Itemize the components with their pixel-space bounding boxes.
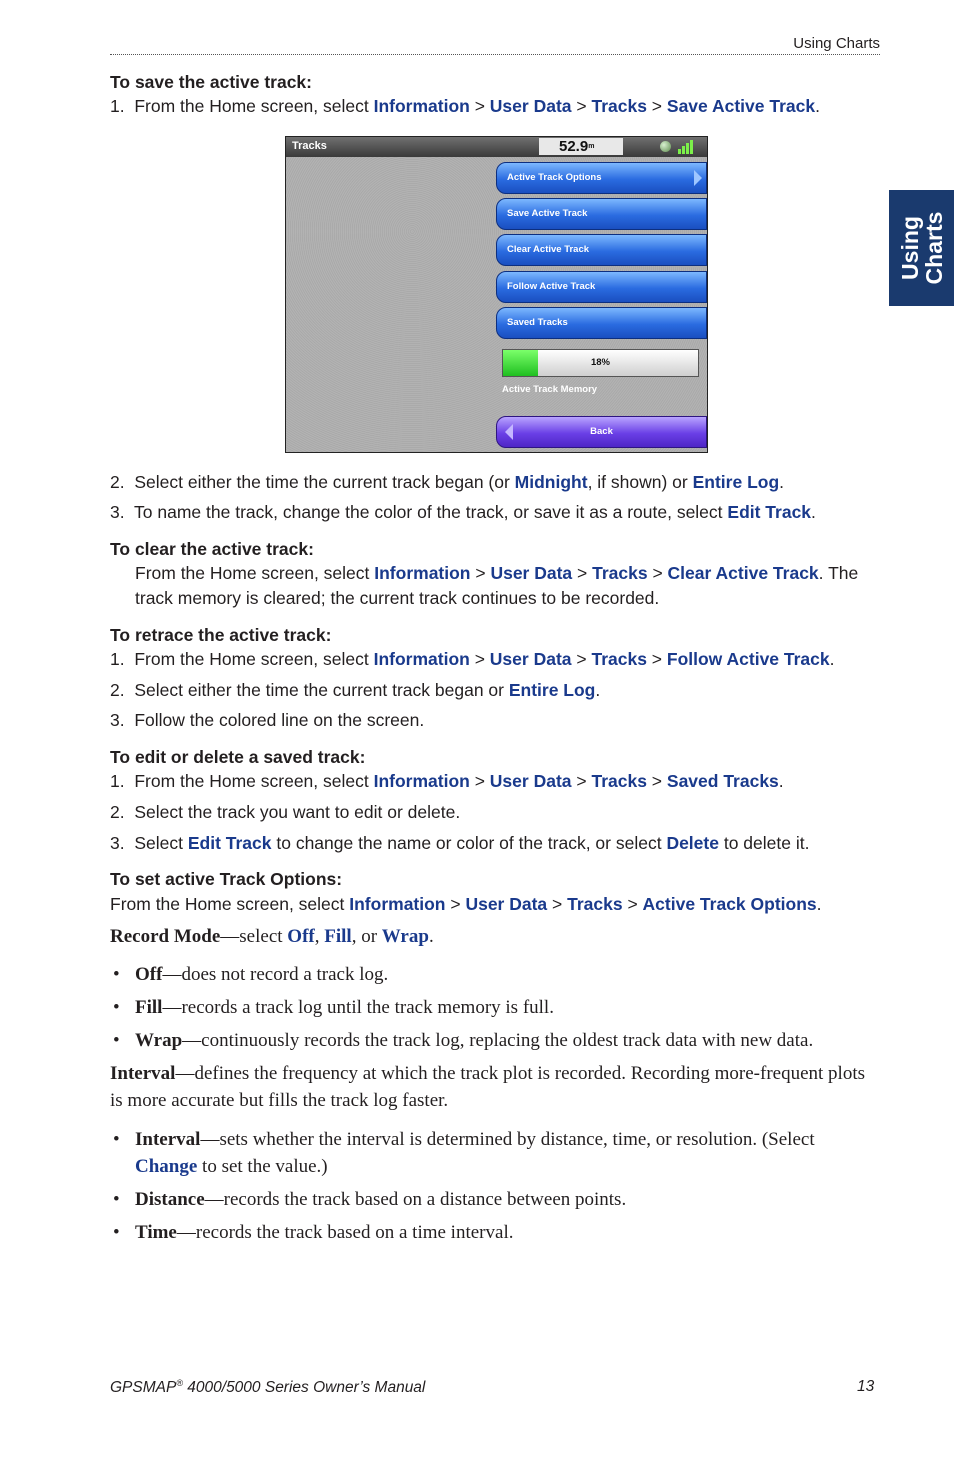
saved-tracks-button[interactable]: Saved Tracks [496, 307, 707, 339]
heading-retrace-track: To retrace the active track: [110, 625, 332, 645]
speed-readout: 52.9$^m$ [539, 138, 623, 155]
record-mode-line: Record Mode—select Off, Fill, or Wrap. [110, 926, 434, 947]
interval-line-2: is more accurate but fills the track log faster. [110, 1090, 449, 1111]
signal-strength-icon [678, 140, 700, 154]
screenshot-title-bar [286, 137, 707, 157]
header-divider [110, 54, 880, 55]
screenshot-title: Tracks [292, 140, 327, 152]
save-step-3: 3. To name the track, change the color of the track, or save it as a route, select Edit Track. [110, 502, 816, 522]
retrace-step-3: 3. Follow the colored line on the screen. [110, 710, 425, 730]
bullet-icon: • [113, 1189, 120, 1210]
clear-line-1: From the Home screen, select Information > User Data > Tracks > Clear Active Track. The [135, 563, 859, 583]
bullet-off: Off—does not record a track log. [135, 964, 389, 985]
bullet-interval-2: Change to set the value.) [135, 1156, 328, 1177]
bullet-time: Time—records the track based on a time interval. [135, 1222, 514, 1243]
clear-line-2: track memory is cleared; the current track continues to be recorded. [135, 588, 660, 608]
side-tab [889, 190, 954, 306]
running-head: Using Charts [793, 35, 880, 52]
bullet-icon: • [113, 1030, 120, 1051]
clear-active-track-button[interactable]: Clear Active Track [496, 234, 707, 266]
footer-manual-title: GPSMAP® 4000/5000 Series Owner’s Manual [110, 1378, 426, 1397]
bullet-fill: Fill—records a track log until the track memory is full. [135, 997, 554, 1018]
edit-step-1: 1. From the Home screen, select Information > User Data > Tracks > Saved Tracks. [110, 771, 784, 791]
active-track-options-button[interactable]: Active Track Options [496, 162, 707, 194]
heading-save-track: To save the active track: [110, 72, 312, 92]
heading-clear-track: To clear the active track: [110, 539, 314, 559]
bullet-interval-1: Interval—sets whether the interval is determined by distance, time, or resolution. (Select [135, 1129, 815, 1150]
bullet-icon: • [113, 964, 120, 985]
track-memory-bar [502, 349, 699, 377]
interval-line-1: Interval—defines the frequency at which the track plot is recorded. Recording more-frequent plots [110, 1063, 865, 1084]
bullet-distance: Distance—records the track based on a distance between points. [135, 1189, 627, 1210]
arrow-left-icon [505, 424, 513, 440]
device-screenshot [285, 136, 708, 453]
back-button[interactable]: Back [496, 416, 707, 448]
heading-edit-track: To edit or delete a saved track: [110, 747, 366, 767]
retrace-step-1: 1. From the Home screen, select Information > User Data > Tracks > Follow Active Track. [110, 649, 835, 669]
save-step-2: 2. Select either the time the current track began (or Midnight, if shown) or Entire Log. [110, 472, 785, 492]
track-memory-percent: 18% [590, 357, 610, 368]
bullet-icon: • [113, 1222, 120, 1243]
track-memory-label: Active Track Memory [502, 384, 598, 395]
save-step-1: 1. From the Home screen, select Information > User Data > Tracks > Save Active Track. [110, 96, 820, 116]
side-tab-line2: Charts [920, 211, 947, 285]
gps-status-icon [660, 141, 671, 152]
edit-step-3: 3. Select Edit Track to change the name or color of the track, or select Delete to delete it. [110, 833, 810, 853]
side-tab-line1: Using [896, 216, 923, 280]
follow-active-track-button[interactable]: Follow Active Track [496, 271, 707, 303]
save-active-track-button[interactable]: Save Active Track [496, 198, 707, 230]
retrace-step-2: 2. Select either the time the current track began or Entire Log. [110, 680, 601, 700]
bullet-icon: • [113, 1129, 120, 1150]
page-number: 13 [857, 1378, 875, 1395]
options-line: From the Home screen, select Information > User Data > Tracks > Active Track Options. [110, 894, 822, 914]
edit-step-2: 2. Select the track you want to edit or delete. [110, 802, 461, 822]
bullet-icon: • [113, 997, 120, 1018]
chevron-right-icon [694, 170, 702, 186]
heading-track-options: To set active Track Options: [110, 869, 343, 889]
bullet-wrap: Wrap—continuously records the track log, replacing the oldest track data with new data. [135, 1030, 814, 1051]
